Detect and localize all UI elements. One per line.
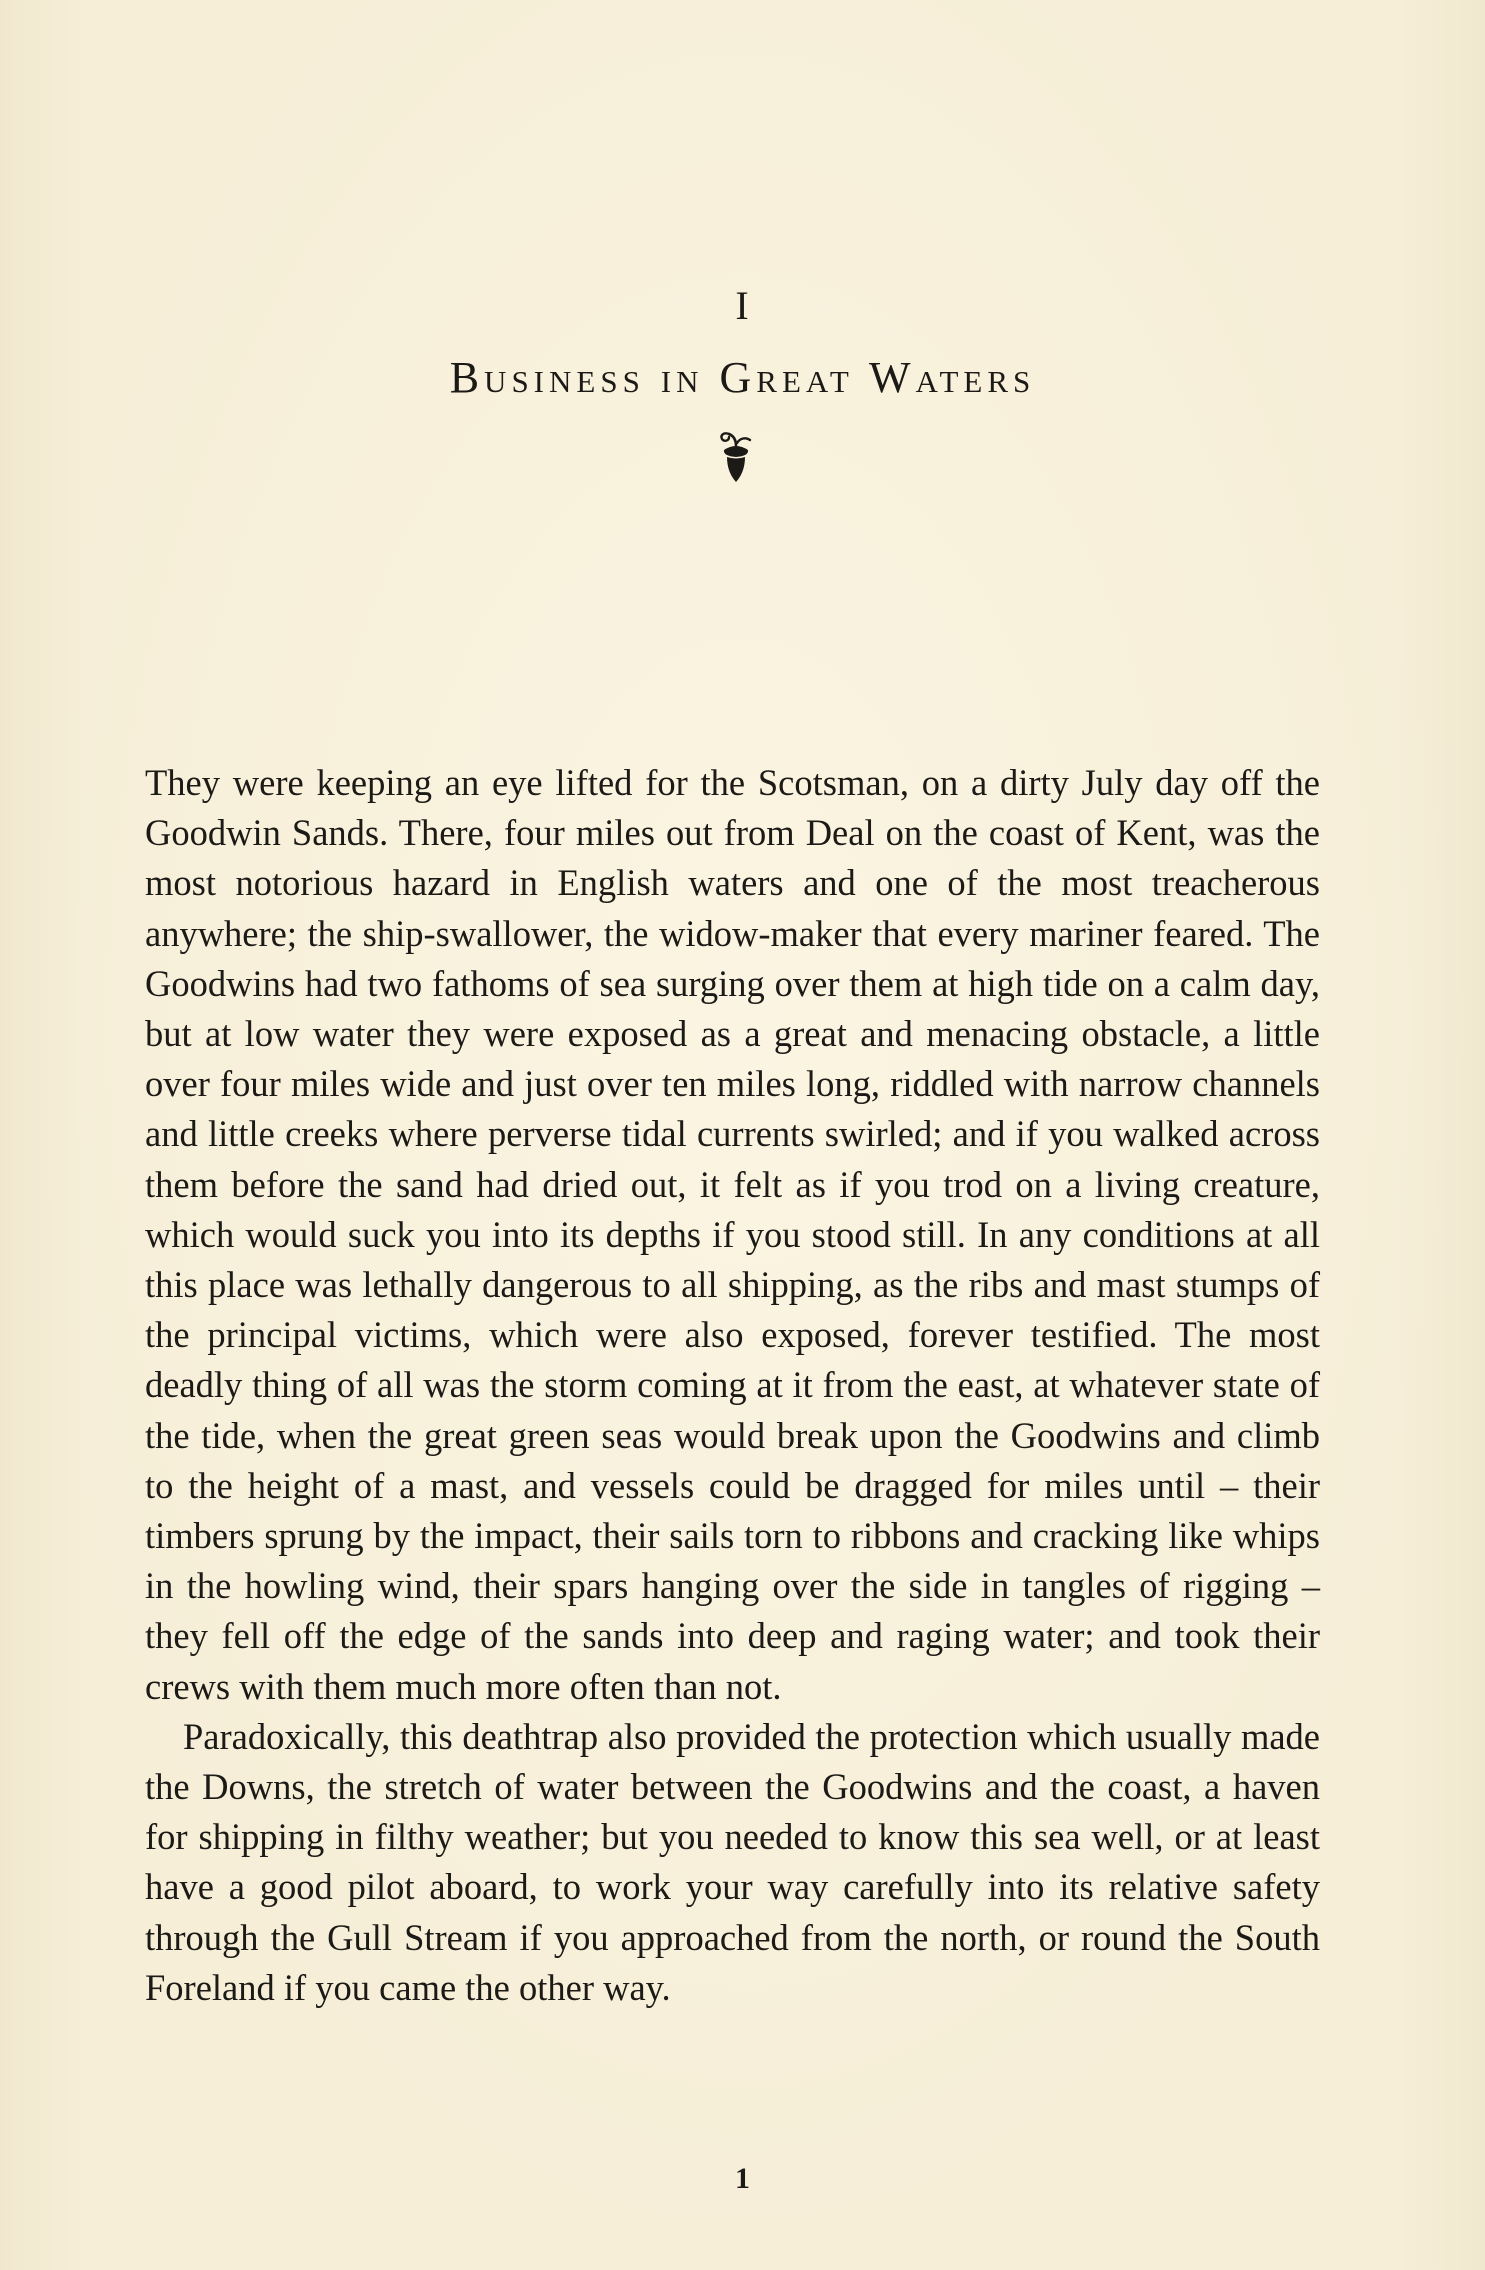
chapter-title: Business in Great Waters — [449, 353, 1036, 402]
body-text — [145, 758, 1320, 2013]
page-number: 1 — [735, 2162, 750, 2195]
paragraph-1: They were keeping an eye lifted for the Scotsman, on a dirty July day off the Goodwin Sands. There, four miles out from Deal on the coast of Kent, was the most notorious hazard in English waters and one of the most treacherous anywhere; the ship-swallower, the widow-maker that every mariner feared. The Goodwins had two fathoms of sea surging over them at high tide on a calm day, but at low water they were exposed as a great and menacing obstacle, a little over four miles wide and just over ten miles long, riddled with narrow channels and little creeks where perverse tidal currents swirled; and if you walked across them before the sand had dried out, it felt as if you trod on a living creature, which would suck you into its depths if you stood still. In any conditions at all this place was lethally dangerous to all shipping, as the ribs and mast stumps of the principal victims, which were also exposed, forever testified. The most deadly thing of all was the storm coming at it from the east, at whatever state of the tide, when the great green seas would break upon the Goodwins and climb to the height of a mast, and vessels could be dragged for miles until – their timbers sprung by the impact, their sails torn to ribbons and cracking like whips in the howling wind, their spars hanging over the side in tangles of rigging – they fell off the edge of the sands into deep and raging water; and took their crews with them much more often than not. — [145, 762, 1320, 1707]
paragraph-2: Paradoxically, this deathtrap also provided the protection which usually made the Downs, the stretch of water between the Goodwins and the coast, a haven for shipping in filthy weather; but you needed to know this sea well, or at least have a good pilot aboard, to work your way carefully into its relative safety through the Gull Stream if you approached from the north, or round the South Foreland if you came the other way. — [145, 1715, 1320, 2008]
chapter-number: I — [735, 283, 750, 328]
acorn-fleuron-icon — [716, 430, 756, 490]
